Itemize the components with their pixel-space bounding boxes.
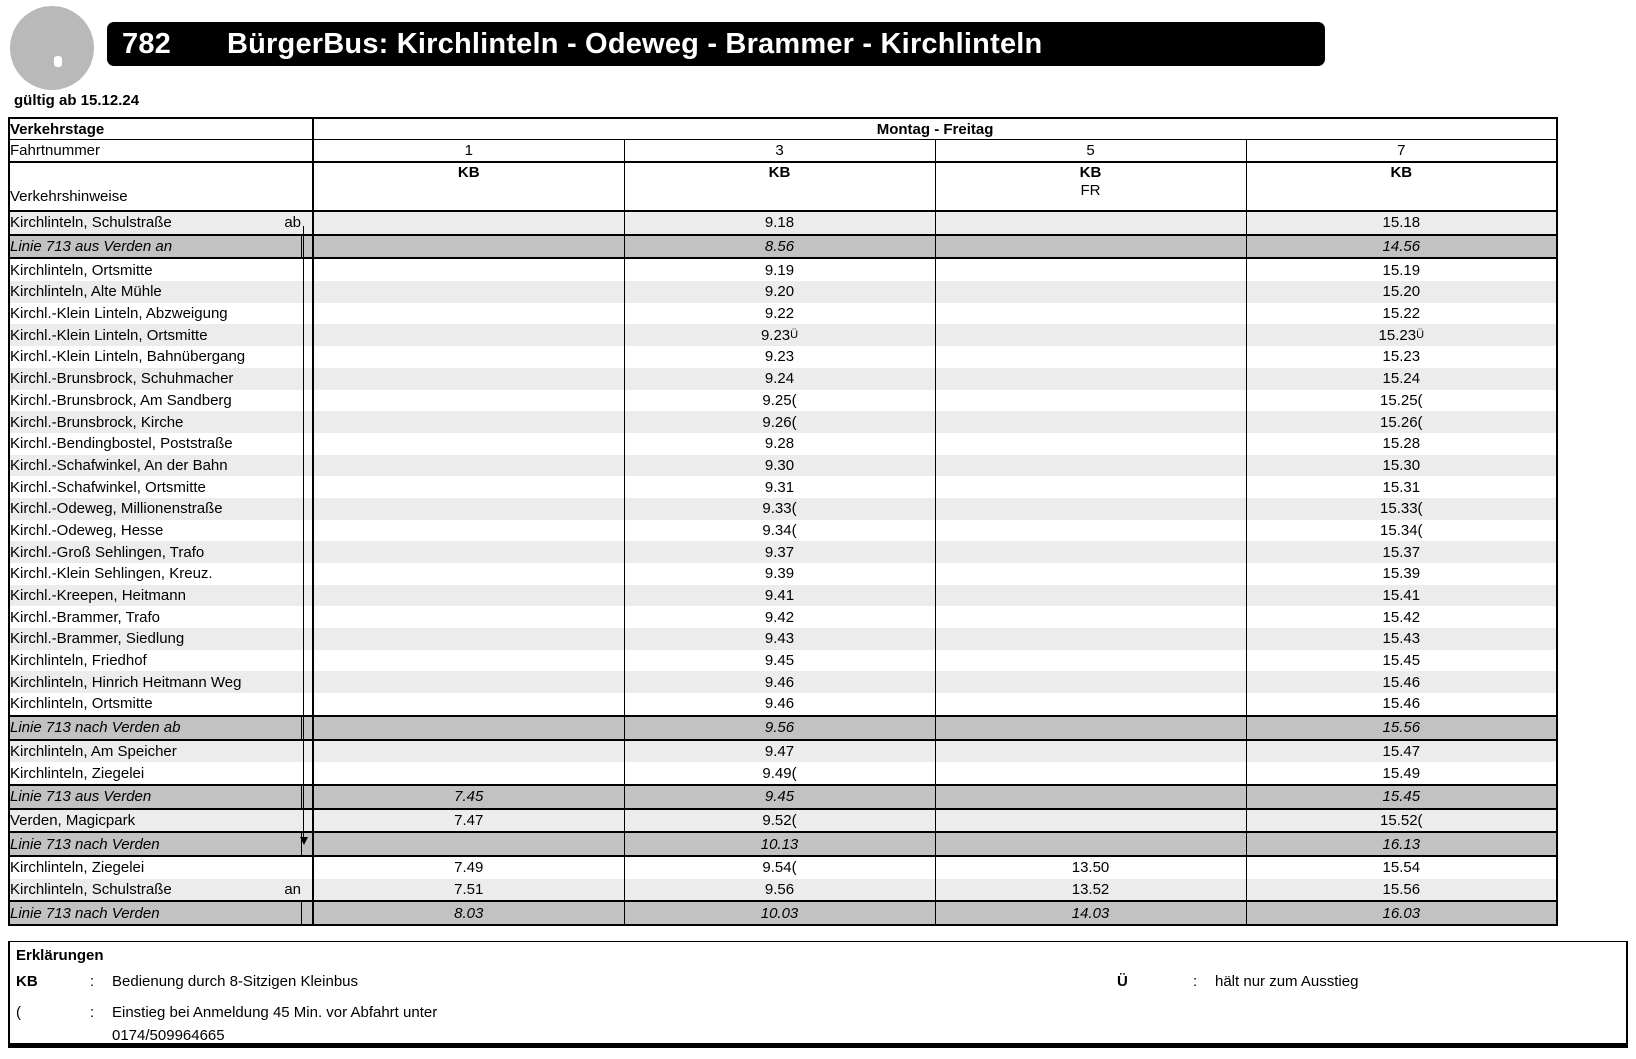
time-cell: 14.56 (1246, 235, 1557, 259)
time-cell (313, 716, 624, 740)
stop-name: Kirchl.-Kreepen, Heitmann (10, 587, 186, 605)
legend-title: Erklärungen (16, 947, 104, 964)
time-cell: 9.26( (624, 411, 935, 433)
time-cell (935, 324, 1246, 346)
trip-note: KB FR (935, 162, 1246, 211)
stop-row (9, 455, 1557, 477)
time-cell (935, 346, 1246, 368)
time-cell: 15.22 (1246, 303, 1557, 325)
legend-box (8, 941, 1628, 1048)
route-line-column (301, 901, 313, 925)
time-cell: 7.51 (313, 879, 624, 902)
time-cell: 15.41 (1246, 585, 1557, 607)
stop-row (9, 563, 1557, 585)
time-cell: 15.39 (1246, 563, 1557, 585)
time-cell: 9.37 (624, 541, 935, 563)
verkehrstage-label: Verkehrstage (9, 118, 313, 140)
stop-row (9, 650, 1557, 672)
time-cell (313, 740, 624, 763)
time-cell (313, 390, 624, 412)
time-cell (935, 716, 1246, 740)
stop-name: Kirchl.-Bendingbostel, Poststraße (10, 435, 233, 453)
stop-name: Kirchl.-Odeweg, Hesse (10, 521, 164, 539)
time-cell: 15.45 (1246, 785, 1557, 809)
time-cell (313, 281, 624, 303)
trip-note: KB (313, 162, 624, 211)
time-cell: 15.24 (1246, 368, 1557, 390)
time-cell: 7.45 (313, 785, 624, 809)
time-cell (935, 809, 1246, 833)
time-cell: 14.03 (935, 901, 1246, 925)
exit-only-footnote-icon: Ü (790, 328, 799, 341)
time-cell (935, 785, 1246, 809)
stop-row (9, 693, 1557, 716)
stop-name: Verden, Magicpark (10, 811, 136, 829)
time-cell: 15.54 (1246, 856, 1557, 879)
time-cell: 7.49 (313, 856, 624, 879)
time-cell (313, 235, 624, 259)
timetable (8, 117, 1558, 926)
time-cell (313, 211, 624, 235)
agency-logo (10, 6, 94, 90)
time-cell: 8.03 (313, 901, 624, 925)
time-cell: 15.23Ü (1246, 324, 1557, 346)
logo-dot-icon (54, 56, 62, 67)
stop-row (9, 585, 1557, 607)
time-cell: 15.26( (1246, 411, 1557, 433)
stop-name: Kirchlinteln, Friedhof (10, 652, 147, 670)
stop-name: Linie 713 nach Verden (10, 835, 160, 853)
time-cell: 15.23 (1246, 346, 1557, 368)
stop-row (9, 281, 1557, 303)
time-cell: 15.45 (1246, 650, 1557, 672)
time-cell (935, 606, 1246, 628)
stop-row (9, 303, 1557, 325)
time-cell: 9.42 (624, 606, 935, 628)
time-cell (935, 281, 1246, 303)
stop-row (9, 411, 1557, 433)
time-cell: 9.20 (624, 281, 935, 303)
time-cell (313, 411, 624, 433)
time-cell (935, 832, 1246, 856)
stop-row (9, 390, 1557, 412)
legend-item-paren: ( : Einstieg bei Anmeldung 45 Min. vor Abfahrt unter 0174/509964665 (16, 1004, 438, 1044)
time-cell (935, 762, 1246, 785)
time-cell (313, 368, 624, 390)
time-cell (313, 585, 624, 607)
connection-row (9, 716, 1557, 740)
time-cell: 15.42 (1246, 606, 1557, 628)
time-cell (313, 671, 624, 693)
time-cell (313, 433, 624, 455)
time-cell (313, 324, 624, 346)
exit-only-footnote-icon: Ü (1416, 328, 1425, 341)
verkehrshinweise-row (9, 162, 1557, 211)
stop-name: Kirchl.-Schafwinkel, An der Bahn (10, 456, 228, 474)
time-cell (313, 762, 624, 785)
valid-from-date: gültig ab 15.12.24 (14, 92, 140, 109)
stop-row (9, 258, 1557, 281)
time-cell (313, 693, 624, 716)
time-cell (313, 476, 624, 498)
time-cell: 15.37 (1246, 541, 1557, 563)
time-cell: 9.46 (624, 693, 935, 716)
time-cell: 9.23Ü (624, 324, 935, 346)
time-cell: 15.34( (1246, 520, 1557, 542)
route-number: 782 (122, 27, 171, 60)
time-cell (935, 628, 1246, 650)
time-cell: 10.13 (624, 832, 935, 856)
time-cell: 9.24 (624, 368, 935, 390)
trip-note: KB (1246, 162, 1557, 211)
time-cell (935, 390, 1246, 412)
time-cell: 9.56 (624, 879, 935, 902)
stop-name: Kirchl.-Klein Linteln, Abzweigung (10, 305, 228, 323)
time-cell: 9.54( (624, 856, 935, 879)
time-cell (935, 211, 1246, 235)
fahrtnummer-label: Fahrtnummer (9, 140, 313, 163)
stop-name: Linie 713 nach Verden (10, 904, 160, 922)
time-cell: 8.56 (624, 235, 935, 259)
time-cell (313, 563, 624, 585)
time-cell: 15.56 (1246, 879, 1557, 902)
time-cell: 15.49 (1246, 762, 1557, 785)
stop-row (9, 879, 1557, 902)
route-line-column (301, 879, 313, 902)
stop-name: Kirchlinteln, Ziegelei (10, 859, 145, 877)
stop-name: Kirchl.-Klein Linteln, Ortsmitte (10, 326, 208, 344)
stop-name: Kirchl.-Brunsbrock, Kirche (10, 413, 184, 431)
connection-row (9, 901, 1557, 925)
stop-name: Kirchlinteln, Ortsmitte (10, 261, 153, 279)
route-line-column (301, 856, 313, 879)
trip-number: 5 (935, 140, 1246, 163)
stop-row (9, 740, 1557, 763)
stop-row (9, 520, 1557, 542)
time-cell: 9.23 (624, 346, 935, 368)
time-cell: 15.18 (1246, 211, 1557, 235)
time-cell: 9.33( (624, 498, 935, 520)
verkehrshinweise-label: Verkehrshinweise (9, 162, 313, 211)
time-cell: 15.20 (1246, 281, 1557, 303)
connection-row (9, 832, 1557, 856)
time-cell: 9.39 (624, 563, 935, 585)
time-cell (313, 606, 624, 628)
time-cell: 16.03 (1246, 901, 1557, 925)
time-cell (935, 498, 1246, 520)
stop-name: Linie 713 aus Verden (10, 788, 152, 806)
time-cell (313, 650, 624, 672)
stop-row (9, 809, 1557, 833)
time-cell (313, 628, 624, 650)
time-cell: 9.47 (624, 740, 935, 763)
day-group-header: Montag - Freitag (313, 118, 1557, 140)
time-cell: 15.43 (1246, 628, 1557, 650)
time-cell: 15.47 (1246, 740, 1557, 763)
time-cell: 9.30 (624, 455, 935, 477)
trip-note: KB (624, 162, 935, 211)
stop-name: Kirchlinteln, Ziegelei (10, 764, 145, 782)
stop-name: Kirchlinteln, Hinrich Heitmann Weg (10, 673, 242, 691)
time-cell (935, 650, 1246, 672)
stop-name: Kirchl.-Klein Sehlingen, Kreuz. (10, 565, 213, 583)
stop-row (9, 368, 1557, 390)
stop-name: Kirchl.-Schafwinkel, Ortsmitte (10, 478, 206, 496)
time-cell: 9.46 (624, 671, 935, 693)
fahrtnummer-row (9, 140, 1557, 163)
departure-arrival-marker: an (284, 880, 301, 898)
time-cell (313, 498, 624, 520)
time-cell (313, 455, 624, 477)
connection-row (9, 785, 1557, 809)
time-cell: 9.25( (624, 390, 935, 412)
time-cell: 16.13 (1246, 832, 1557, 856)
time-cell (935, 740, 1246, 763)
time-cell (313, 832, 624, 856)
stop-row (9, 628, 1557, 650)
trip-number: 3 (624, 140, 935, 163)
time-cell (935, 541, 1246, 563)
time-cell: 9.45 (624, 650, 935, 672)
time-cell: 13.52 (935, 879, 1246, 902)
time-cell (313, 541, 624, 563)
route-title: BürgerBus: Kirchlinteln - Odeweg - Brammer - Kirchlinteln (227, 27, 1043, 60)
time-cell (313, 303, 624, 325)
time-cell (935, 411, 1246, 433)
time-cell (313, 520, 624, 542)
time-cell: 9.43 (624, 628, 935, 650)
time-cell: 9.56 (624, 716, 935, 740)
departure-arrival-marker: ab (284, 214, 301, 232)
stop-row (9, 856, 1557, 879)
legend-item-ue: Ü : hält nur zum Ausstieg (1117, 973, 1359, 990)
time-cell (935, 303, 1246, 325)
stop-row (9, 762, 1557, 785)
time-cell: 10.03 (624, 901, 935, 925)
time-cell (935, 693, 1246, 716)
time-cell: 9.49( (624, 762, 935, 785)
stop-name: Kirchl.-Klein Linteln, Bahnübergang (10, 348, 246, 366)
stop-name: Kirchl.-Brunsbrock, Am Sandberg (10, 391, 232, 409)
route-header-bar (107, 22, 1325, 66)
time-cell: 9.52( (624, 809, 935, 833)
stop-name: Kirchlinteln, Schulstraße (10, 880, 172, 898)
verkehrstage-row (9, 118, 1557, 140)
route-direction-arrow-icon (303, 226, 304, 838)
time-cell: 15.25( (1246, 390, 1557, 412)
stop-name: Kirchlinteln, Ortsmitte (10, 695, 153, 713)
stop-name: Linie 713 aus Verden an (10, 238, 173, 256)
time-cell (935, 235, 1246, 259)
stop-row (9, 324, 1557, 346)
time-cell (313, 258, 624, 281)
time-cell (935, 520, 1246, 542)
time-cell (935, 585, 1246, 607)
stop-row (9, 498, 1557, 520)
stop-row (9, 211, 1557, 235)
time-cell: 9.31 (624, 476, 935, 498)
stop-name: Kirchlinteln, Alte Mühle (10, 283, 162, 301)
time-cell (935, 563, 1246, 585)
stop-name: Linie 713 nach Verden ab (10, 719, 181, 737)
stop-name: Kirchlinteln, Am Speicher (10, 742, 177, 760)
stop-name: Kirchlinteln, Schulstraße (10, 214, 172, 232)
stop-name: Kirchl.-Odeweg, Millionenstraße (10, 500, 223, 518)
time-cell: 9.22 (624, 303, 935, 325)
time-cell: 9.45 (624, 785, 935, 809)
stop-row (9, 476, 1557, 498)
stop-row (9, 346, 1557, 368)
time-cell: 15.46 (1246, 671, 1557, 693)
time-cell: 15.19 (1246, 258, 1557, 281)
time-cell: 9.34( (624, 520, 935, 542)
stop-name: Kirchl.-Brammer, Trafo (10, 608, 161, 626)
trip-number: 7 (1246, 140, 1557, 163)
time-cell: 15.56 (1246, 716, 1557, 740)
stop-row (9, 671, 1557, 693)
stop-row (9, 606, 1557, 628)
time-cell: 15.52( (1246, 809, 1557, 833)
time-cell: 13.50 (935, 856, 1246, 879)
time-cell (935, 455, 1246, 477)
stop-name: Kirchl.-Groß Sehlingen, Trafo (10, 543, 205, 561)
time-cell (935, 433, 1246, 455)
time-cell: 9.41 (624, 585, 935, 607)
time-cell (935, 476, 1246, 498)
time-cell: 15.30 (1246, 455, 1557, 477)
time-cell: 15.46 (1246, 693, 1557, 716)
time-cell (935, 368, 1246, 390)
stop-row (9, 433, 1557, 455)
stop-row (9, 541, 1557, 563)
time-cell (935, 671, 1246, 693)
time-cell: 15.33( (1246, 498, 1557, 520)
stop-name: Kirchl.-Brunsbrock, Schuhmacher (10, 370, 234, 388)
time-cell: 9.28 (624, 433, 935, 455)
time-cell (313, 346, 624, 368)
time-cell (935, 258, 1246, 281)
time-cell: 9.18 (624, 211, 935, 235)
time-cell: 7.47 (313, 809, 624, 833)
legend-item-kb: KB : Bedienung durch 8-Sitzigen Kleinbus (16, 973, 358, 990)
time-cell: 15.31 (1246, 476, 1557, 498)
stop-name: Kirchl.-Brammer, Siedlung (10, 630, 185, 648)
time-cell: 15.28 (1246, 433, 1557, 455)
trip-number: 1 (313, 140, 624, 163)
time-cell: 9.19 (624, 258, 935, 281)
connection-row (9, 235, 1557, 259)
